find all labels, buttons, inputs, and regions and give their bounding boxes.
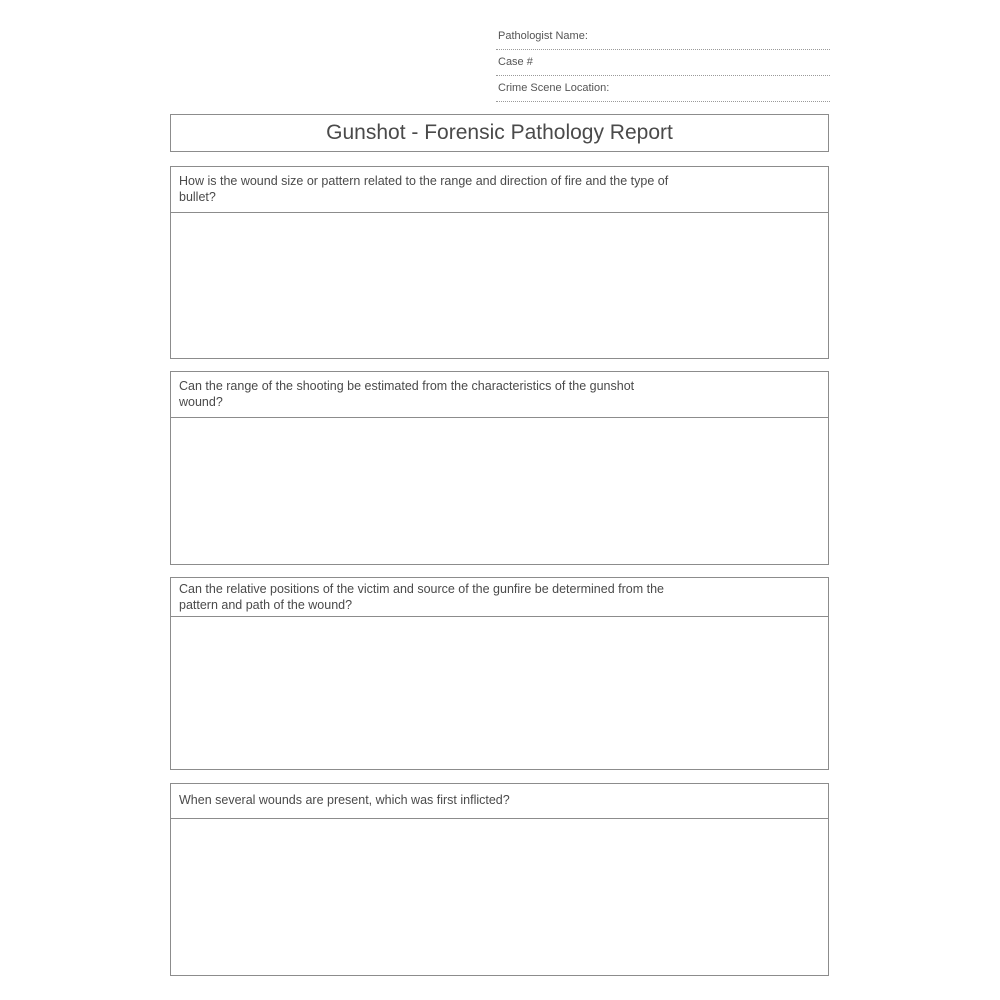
question-header-3 (171, 578, 828, 617)
question-text-3: Can the relative positions of the victim and source of the gunfire be determined from the pattern and path of the wound? (179, 582, 664, 612)
header-fields (496, 25, 830, 102)
report-title-box (170, 114, 829, 152)
answer-area-4[interactable] (171, 819, 828, 975)
answer-area-2[interactable] (171, 418, 828, 564)
question-header-2 (171, 372, 828, 418)
question-box-2 (170, 371, 829, 565)
question-text-1: How is the wound size or pattern related to the range and direction of fire and the type of bullet? (179, 174, 669, 204)
question-box-4 (170, 783, 829, 976)
question-header-1 (171, 167, 828, 213)
question-header-4 (171, 784, 828, 819)
answer-area-3[interactable] (171, 617, 828, 769)
crime-scene-location-label: Crime Scene Location: (498, 82, 610, 94)
question-text-2: Can the range of the shooting be estimated from the characteristics of the gunshot wound? (179, 379, 635, 409)
pathologist-name-label: Pathologist Name: (498, 30, 588, 42)
question-text-4: When several wounds are present, which was first inflicted? (179, 793, 510, 807)
case-number-label: Case # (498, 56, 533, 68)
report-title: Gunshot - Forensic Pathology Report (326, 121, 673, 144)
case-number-field[interactable] (496, 51, 830, 76)
answer-area-1[interactable] (171, 213, 828, 358)
crime-scene-location-field[interactable] (496, 77, 830, 102)
pathologist-name-field[interactable] (496, 25, 830, 50)
question-box-3 (170, 577, 829, 770)
question-box-1 (170, 166, 829, 359)
